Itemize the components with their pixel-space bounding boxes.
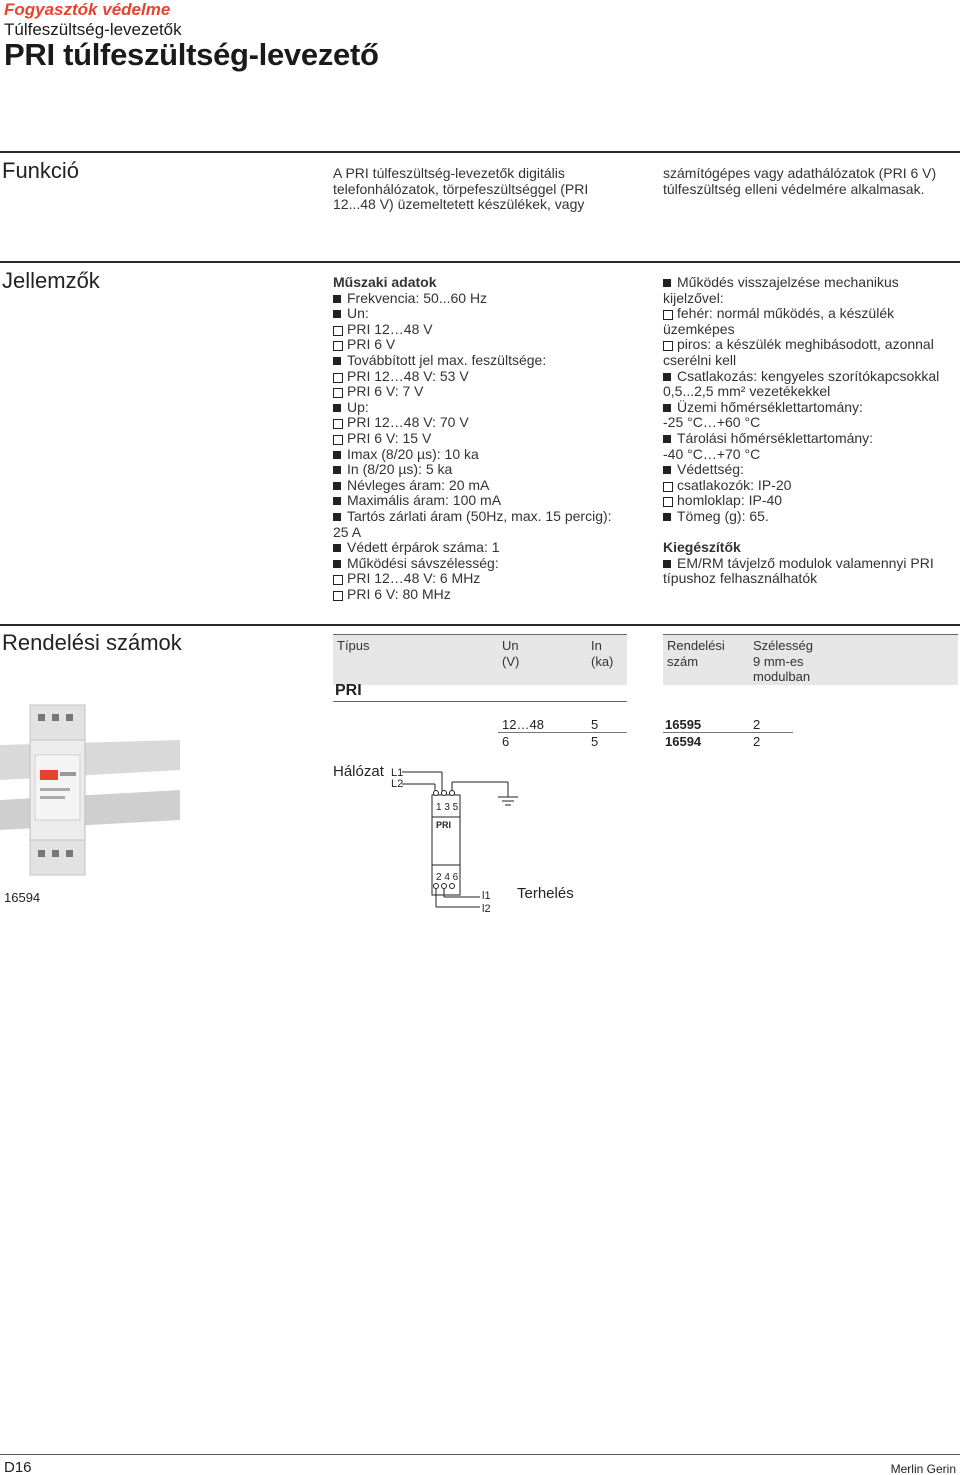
spec-right-item: Tömeg (g): 65. [663,509,958,525]
wiring-diagram [380,755,540,925]
row1-width: 2 [753,717,761,732]
spec-left-item: Maximális áram: 100 mA [333,493,653,509]
label-out-1: l1 [482,890,491,902]
spec-right-item: 0,5...2,5 mm² vezetékekkel [663,383,831,400]
divider-jellemzok [0,261,960,263]
th-un: Un (V) [502,638,520,669]
spec-left-item: Imax (8/20 µs): 10 ka [333,447,653,463]
row2-code: 16594 [665,734,702,749]
divider-rendelesi [0,624,960,626]
label-bottom-terminals: 2 4 6 [436,872,459,883]
spec-right-item: -40 °C…+70 °C [663,445,761,462]
heading-rendelesi: Rendelési számok [2,630,182,655]
row1-code: 16595 [665,717,702,732]
spec-right-item: Tárolási hőmérséklettartomány: [663,431,958,447]
spec-left-item: Továbbított jel max. feszültsége: [333,353,653,369]
spec-left-item: Frekvencia: 50...60 Hz [333,291,653,307]
page-number: D16 [4,1459,32,1475]
spec-left-item: Működési sávszélesség: [333,556,653,572]
spec-left-item: 25 A [333,523,362,540]
spec-left-item: PRI 6 V: 7 V [333,384,653,400]
spec-right-item: -25 °C…+60 °C [663,414,761,431]
footer-rule [0,1454,960,1455]
divider-funkcio [0,151,960,153]
th-rendelesi: Rendelési szám [667,638,725,669]
spec-right-item: üzemképes [663,320,735,337]
label-l2: L2 [391,778,404,790]
spec-left-item: Up: [333,400,653,416]
label-halozat: Hálózat [333,763,384,780]
spec-right-item: Csatlakozás: kengyeles szorítókapcsokkal [663,369,958,385]
spec-right-item: csatlakozók: IP-20 [663,478,958,494]
spec-right-item: Védettség: [663,462,958,478]
spec-left-item: Védett érpárok száma: 1 [333,540,653,556]
specs-list-left [333,275,653,602]
spec-right-item: típushoz felhasználhatók [663,570,818,587]
table1-sep-rule [333,701,627,702]
spec-left-item: Névleges áram: 20 mA [333,478,653,494]
row2-un: 6 [502,734,510,749]
spec-right-item: kijelzővel: [663,289,724,306]
section-subtitle: Túlfeszültség-levezetők [4,20,182,39]
brand-title: Fogyasztók védelme [4,0,171,19]
photo-caption: 16594 [4,890,41,905]
type-pri: PRI [335,682,362,699]
th-in: In (ka) [591,638,614,669]
specs-list-right [663,275,958,587]
spec-left-item: PRI 12…48 V [333,322,653,338]
spec-right-item: Üzemi hőmérséklettartomány: [663,400,958,416]
spec-right-item [663,525,958,541]
specs-title: Műszaki adatok [333,274,437,290]
heading-funkcio: Funkció [2,158,80,183]
row1-un: 12…48 [502,717,544,732]
row2-width: 2 [753,734,761,749]
heading-jellemzok: Jellemzők [2,268,100,293]
spec-left-item: Tartós zárlati áram (50Hz, max. 15 percig): [333,509,653,525]
spec-right-item: EM/RM távjelző modulok valamennyi PRI [663,556,958,572]
th-tipus: Típus [337,638,370,653]
spec-left-item: PRI 12…48 V: 53 V [333,369,653,385]
spec-left-item: PRI 6 V: 15 V [333,431,653,447]
row1-in: 5 [591,717,599,732]
spec-right-item: homloklap: IP-40 [663,493,958,509]
page-title: PRI túlfeszültség-levezető [4,37,379,72]
row1-rule-b [663,732,793,733]
spec-right-item: Működés visszajelzése mechanikus [663,275,958,291]
spec-right-item: cserélni kell [663,351,737,368]
label-top-terminals: 1 3 5 [436,802,459,813]
spec-right-item: Kiegészítők [663,539,741,556]
table1-header-bg [333,635,627,685]
spec-right-item: piros: a készülék meghibásodott, azonnal [663,337,958,353]
spec-left-item: PRI 6 V [333,337,653,353]
label-out-2: l2 [482,903,491,915]
footer-company: Merlin Gerin [890,1462,956,1475]
label-terheles: Terhelés [517,885,574,902]
label-l1: L1 [391,767,404,779]
label-device: PRI [436,820,452,830]
product-photo [0,700,180,885]
spec-left-item: PRI 12…48 V: 70 V [333,415,653,431]
spec-left-item: PRI 12…48 V: 6 MHz [333,571,653,587]
spec-left-item: In (8/20 µs): 5 ka [333,462,653,478]
row2-in: 5 [591,734,599,749]
spec-left-item: PRI 6 V: 80 MHz [333,587,653,603]
row1-rule-a [498,732,627,733]
th-szelesseg: Szélesség 9 mm-es modulban [753,638,813,684]
spec-left-item: Un: [333,306,653,322]
funkcio-text-right: számítógépes vagy adathálózatok (PRI 6 V) túlfeszültség elleni védelmére alkalmasak. [663,165,937,197]
spec-right-item: fehér: normál működés, a készülék [663,306,958,322]
funkcio-text-left: A PRI túlfeszültség-levezetők digitális telefonhálózatok, törpefeszültséggel (PRI 12...48 V) üzemeltetett készülékek, vagy [333,165,589,212]
